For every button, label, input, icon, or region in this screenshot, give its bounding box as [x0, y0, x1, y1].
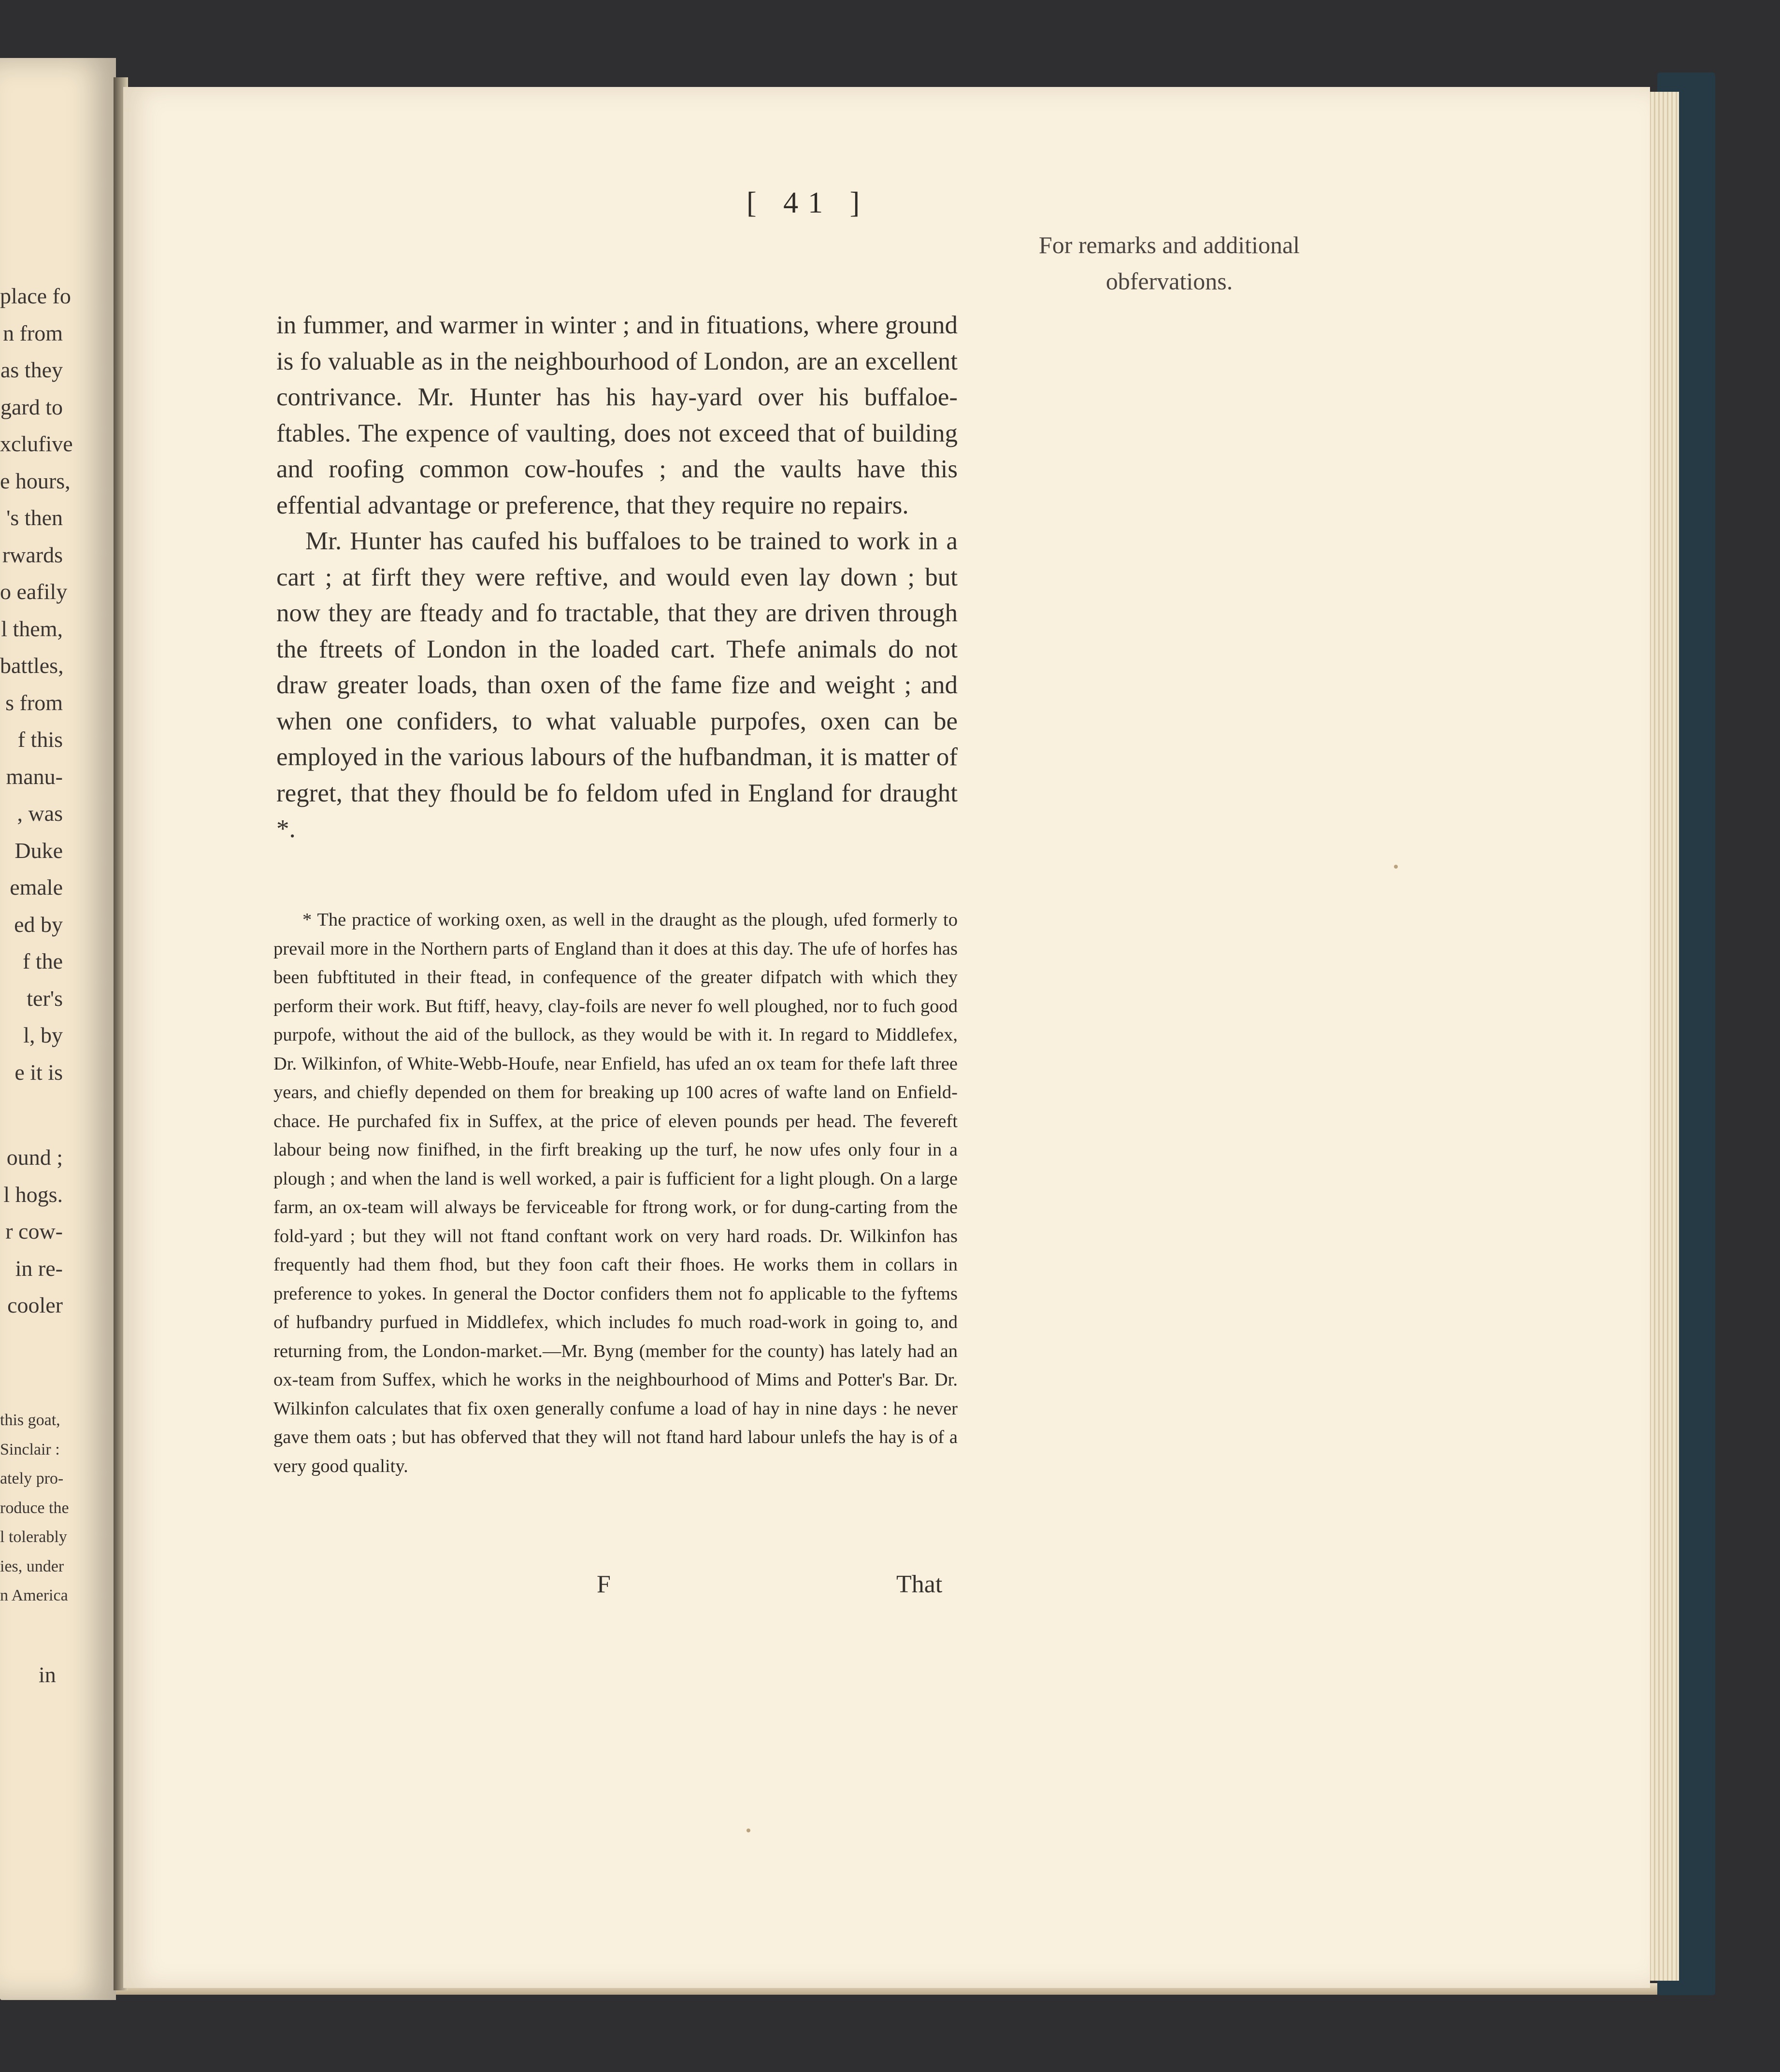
fragment-line: l them, [1, 616, 63, 641]
margin-note-heading: For remarks and additional obfervations. [1038, 231, 1300, 295]
fragment-line: place fo [0, 284, 71, 308]
paragraph: Mr. Hunter has caufed his buffaloes to be trained to work in a cart ; at firft they were reftive, and would even lay down ; but now they are fteady and fo tractable, that they are driven through the ftreets of London in the loaded cart. Thefe animals do not draw greater loads, than oxen of the fame fize and weight ; and when one confiders, to what valuable purpofes, oxen can be employed in the various labours of the hufbandman, it is matter of regret, that they fhould be fo feldom ufed in England for draught *. [276, 527, 958, 843]
fragment-line: manu- [6, 764, 63, 789]
paper-speck [1394, 865, 1398, 869]
fragment-line: e it is [14, 1059, 63, 1085]
left-page-text-fragments [0, 278, 73, 1324]
footnote: * The practice of working oxen, as well in the draught as the plough, ufed formerly to prevail more in the Northern parts of England than it does at this day. The ufe of horfes has been fubftituted in their ftead, in confequence of the greater difpatch with which they perform their work. But ftiff, heavy, clay-foils are never fo well ploughed, nor to fuch good purpofe, without the aid of the bullock, as they would be with it. In regard to Middlefex, Dr. Wilkinfon, of White-Webb-Houfe, near Enfield, has ufed an ox team for thefe laft three years, and chiefly depended on them for breaking up 100 acres of wafte land on Enfield-chace. He purchafed fix in Suffex, at the price of eleven pounds per head. The fevereft labour being now finifhed, in the firft breaking up the turf, he now ufes only four in a plough ; and when the land is well worked, a pair is fufficient for a light plough. On a large farm, an ox-team will always be ferviceable for ftrong work, or for dung-carting from the fold-yard ; but they will not ftand conftant work on very hard roads. Dr. Wilkinfon has frequently had them fhod, but they foon caft their fhoes. He works them in collars in preference to yokes. In general the Doctor confiders them not fo applicable to the fyftems of hufbandry purfued in Middlefex, which includes fo much road-work in going to, and returning from, the London-market.—Mr. Byng (member for the county) has lately had an ox-team from Suffex, which he works in the neighbourhood of Mims and Potter's Bar. Dr. Wilkinfon calculates that fix oxen generally confume a load of hay in nine days : he never gave them oats ; but has obferved that they will not ftand hard labour unlefs the hay is of a very good quality. [273, 910, 958, 1476]
fragment-line: as they [0, 357, 63, 382]
note-fragment-line: ately pro- [0, 1470, 64, 1487]
fragment-line: , was [17, 801, 63, 826]
note-fragment-line: roduce the [0, 1499, 69, 1517]
body-text [276, 307, 958, 847]
paper-speck [746, 1829, 750, 1832]
fragment-line: o eafily [0, 579, 68, 604]
fragment-line: in re- [15, 1256, 63, 1281]
fragment-line: emale [10, 875, 63, 900]
note-fragment-line: l tolerably [0, 1528, 67, 1546]
fragment-line [0, 1091, 63, 1139]
paragraph: in fummer, and warmer in winter ; and in fituations, where ground is fo valuable as in the neighbourhood of London, are an excellent contrivance. Mr. Hunter has his hay-yard over his buffaloe-ftables. The expence of vaulting, does not exceed that of building and roofing common cow-houfes ; and the vaults have this effential advantage or preference, that they require no repairs. [276, 311, 958, 519]
fragment-line: ed by [14, 912, 63, 937]
fragment-line: ound ; [6, 1145, 63, 1170]
fragment-line: cooler [7, 1293, 63, 1317]
fragment-line: l hogs. [3, 1182, 63, 1207]
fragment-line: 's then [6, 505, 63, 530]
note-fragment-line: Sinclair : [0, 1440, 60, 1458]
fragment-line: r cow- [5, 1219, 63, 1243]
fragment-line: rwards [2, 542, 63, 567]
left-page-catchword: in [39, 1662, 56, 1687]
fragment-line: e hours, [0, 468, 71, 493]
signature-mark: F [597, 1571, 611, 1598]
fragment-line: xclufive [0, 431, 73, 456]
fragment-line: gard to [0, 394, 63, 419]
left-page [0, 58, 116, 2000]
left-page-note-fragments [0, 1406, 69, 1611]
note-fragment-line: this goat, [0, 1411, 60, 1429]
fragment-line: f the [22, 949, 63, 973]
fragment-line: ter's [27, 986, 63, 1011]
note-fragment-line: n America [0, 1586, 68, 1604]
fragment-line: l, by [23, 1023, 63, 1047]
fragment-line: s from [5, 690, 63, 715]
page-number: [ 41 ] [746, 186, 870, 219]
catchword: That [896, 1571, 943, 1598]
fragment-line: battles, [0, 653, 64, 678]
fragment-line: n from [3, 320, 63, 345]
note-fragment-line: ies, under [0, 1557, 64, 1575]
fragment-line: f this [17, 727, 63, 752]
fragment-line: Duke [14, 838, 63, 863]
